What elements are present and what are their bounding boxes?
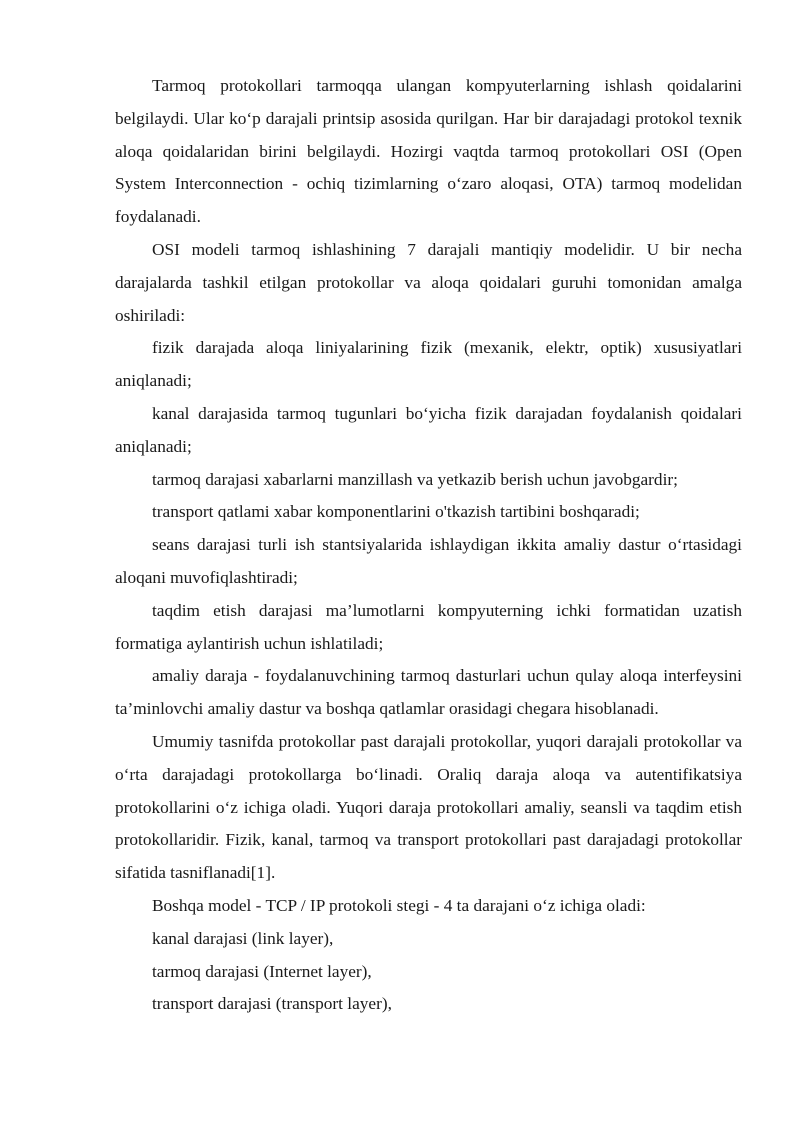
document-page bbox=[115, 70, 742, 1021]
paragraph-session-layer: seans darajasi turli ish stantsiyalarida ishlaydigan ikkita amaliy dastur oʻrtasidagi aloqani muvofiqlashtiradi; bbox=[115, 535, 742, 587]
paragraph-protocol-classification: Umumiy tasnifda protokollar past darajali protokollar, yuqori darajali protokollar va oʻrta darajadagi protokollarga boʻlinadi. Oraliq daraja aloqa va autentifikatsiya protokollarini oʻz ichiga oladi. Yuqori daraja protokollari amaliy, seansli va taqdim etish protokollaridir. Fizik, kanal, tarmoq va transport protokollari past darajadagi protokollar sifatida tasniflanadi[1]. bbox=[115, 731, 742, 883]
paragraph-data-link-layer: kanal darajasida tarmoq tugunlari boʻyicha fizik darajadan foydalanish qoidalari aniqlanadi; bbox=[115, 403, 742, 456]
paragraph-application-layer: amaliy daraja - foydalanuvchining tarmoq dasturlari uchun qulay aloqa interfeysini ta’minlovchi amaliy dastur va boshqa qatlamlar orasidagi chegara hisoblanadi. bbox=[115, 666, 742, 719]
paragraph-physical-layer: fizik darajada aloqa liniyalarining fizik (mexanik, elektr, optik) xususiyatlari aniqlanadi; bbox=[115, 338, 742, 391]
paragraph-internet-layer: tarmoq darajasi (Internet layer), bbox=[152, 961, 372, 981]
paragraph-tcp-ip-model: Boshqa model - TCP / IP protokoli stegi - 4 ta darajani oʻz ichiga oladi: bbox=[152, 895, 646, 915]
paragraph-transport-layer: transport qatlami xabar komponentlarini o'tkazish tartibini boshqaradi; bbox=[152, 502, 640, 522]
paragraph-transport-layer-tcpip: transport darajasi (transport layer), bbox=[152, 994, 392, 1014]
paragraph-presentation-layer: taqdim etish darajasi ma’lumotlarni kompyuterning ichki formatidan uzatish formatiga aylantirish uchun ishlatiladi; bbox=[115, 600, 742, 653]
paragraph-network-layer: tarmoq darajasi xabarlarni manzillash va yetkazib berish uchun javobgardir; bbox=[152, 469, 678, 489]
paragraph-intro-protocols: Tarmoq protokollari tarmoqqa ulangan kompyuterlarning ishlash qoidalarini belgilaydi. Ular koʻp darajali printsip asosida qurilgan. Har bir darajadagi protokol texnik aloqa qoidalaridan birini belgilaydi. Hozirgi vaqtda tarmoq protokollari OSI (Open System Interconnection - ochiq tizimlarning oʻzaro aloqasi, OTA) tarmoq modelidan foydalanadi. bbox=[115, 76, 742, 227]
paragraph-osi-model: OSI modeli tarmoq ishlashining 7 darajali mantiqiy modelidir. U bir necha darajalarda tashkil etilgan protokollar va aloqa qoidalari guruhi tomonidan amalga oshiriladi: bbox=[115, 239, 742, 325]
paragraph-link-layer: kanal darajasi (link layer), bbox=[152, 928, 334, 948]
